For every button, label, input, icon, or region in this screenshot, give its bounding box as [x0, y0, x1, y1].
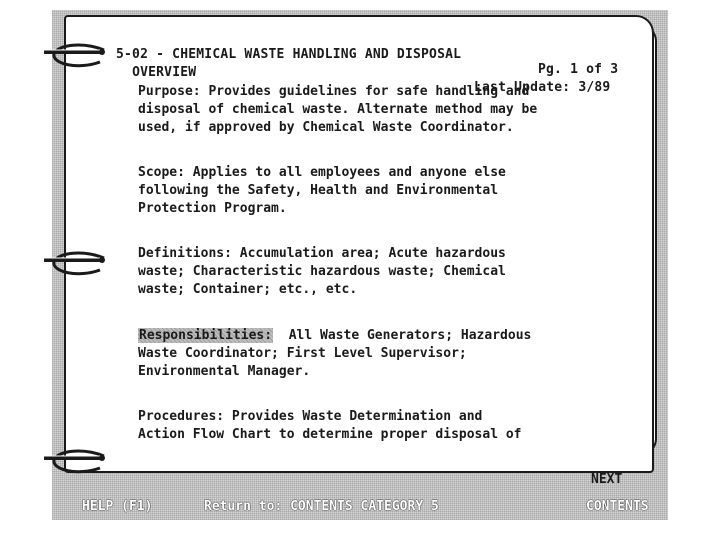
purpose-paragraph — [138, 83, 568, 137]
binder-ring-icon — [44, 446, 108, 478]
document-title: 5-02 - CHEMICAL WASTE HANDLING AND DISPOSAL — [116, 47, 462, 62]
scope-paragraph — [138, 164, 568, 218]
paragraph-line: following the Safety, Health and Environmental — [138, 183, 499, 198]
contents-button[interactable]: CONTENTS — [586, 499, 649, 514]
last-update: Last Update: 3/89 — [474, 80, 611, 95]
help-button[interactable]: HELP (F1) — [82, 499, 153, 514]
paragraph-line: Protection Program. — [138, 201, 287, 216]
next-button[interactable]: NEXT — [591, 472, 623, 487]
procedures-paragraph — [138, 408, 568, 444]
page-indicator: Pg. 1 of 3 — [538, 62, 619, 77]
footer-bar — [52, 497, 668, 517]
definitions-paragraph — [138, 245, 568, 299]
paragraph-line: Environmental Manager. — [138, 364, 311, 379]
return-link[interactable]: Return to: CONTENTS CATEGORY 5 — [204, 499, 439, 514]
paragraph-text: All Waste Generators; Hazardous — [273, 328, 532, 343]
paragraph-line: Waste Coordinator; First Level Supervisor; — [138, 346, 467, 361]
responsibilities-link[interactable]: Responsibilities: — [139, 328, 273, 343]
paragraph-line: Definitions: Accumulation area; Acute hazardous — [138, 246, 506, 261]
paragraph-line: waste; Container; etc., etc. — [138, 282, 358, 297]
paragraph-line: Procedures: Provides Waste Determination and — [138, 409, 483, 424]
section-title: OVERVIEW — [132, 65, 197, 80]
paragraph-line: used, if approved by Chemical Waste Coordinator. — [138, 120, 514, 135]
paragraph-line — [138, 327, 568, 345]
binder-ring-icon — [44, 40, 108, 72]
paragraph-line: disposal of chemical waste. Alternate method may be — [138, 102, 538, 117]
paragraph-line: Action Flow Chart to determine proper disposal of — [138, 427, 522, 442]
responsibilities-paragraph — [138, 327, 568, 381]
binder-ring-icon — [44, 248, 108, 280]
paragraph-line: Purpose: Provides guidelines for safe handling and — [138, 84, 530, 99]
paragraph-line: Scope: Applies to all employees and anyone else — [138, 165, 506, 180]
paragraph-line: waste; Characteristic hazardous waste; Chemical — [138, 264, 506, 279]
